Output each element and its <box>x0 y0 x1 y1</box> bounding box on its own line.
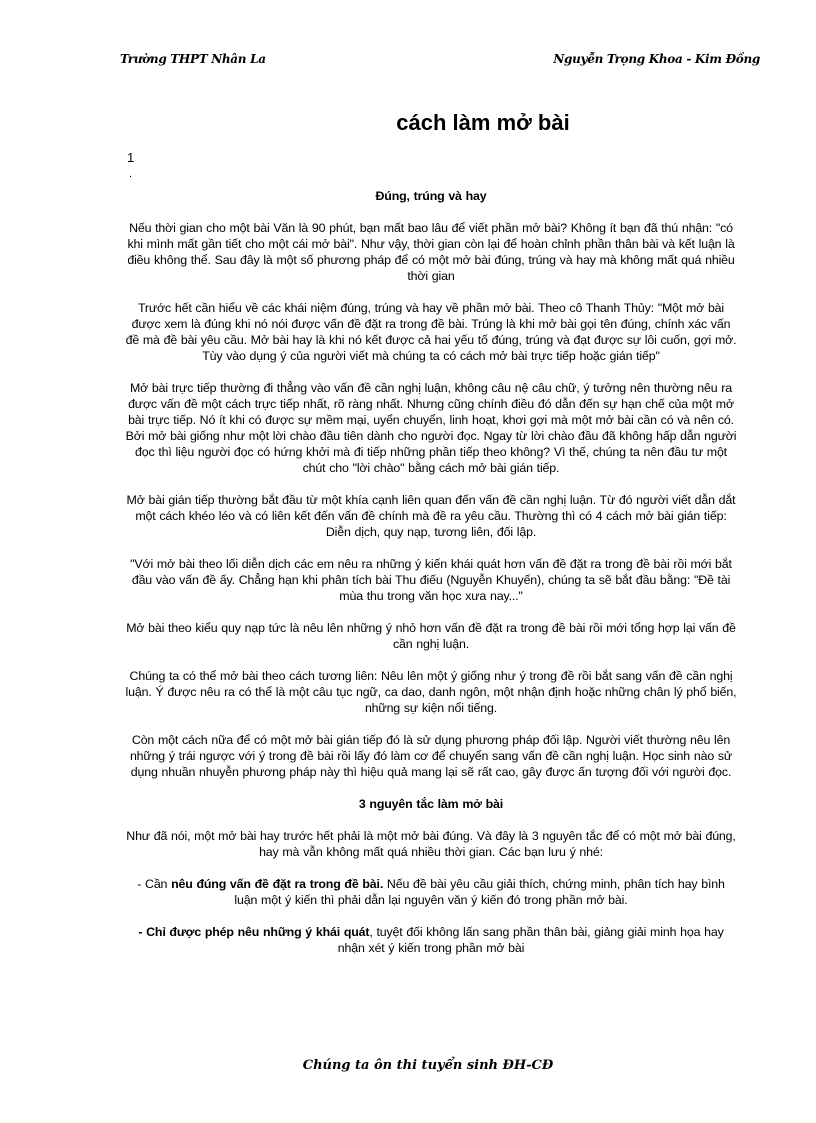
rule-two-text: , tuyệt đối không lấn sang phần thân bài, giảng giải minh họa hay nhận xét ý kiến trong phần mở bài <box>337 925 724 955</box>
rule-two-bold: - Chỉ được phép nêu những ý khái quát <box>138 925 370 939</box>
paragraph-intro: Nếu thời gian cho một bài Văn là 90 phút, bạn mất bao lâu để viết phần mở bài? Không ít bạn đã thú nhận: "có khi mình mất gần tiết cho một cái mở bài". Như vậy, thời gian còn lại để hoàn chỉnh phần thân bài và kết luận là điều không thể. Sau đây là một số phương pháp để có một mở bài đúng, trúng và hay mà không mất quá nhiều thời gian <box>127 221 735 283</box>
header-author: Nguyễn Trọng Khoa - Kim Đồng <box>553 52 760 66</box>
paragraph-correlative: Chúng ta có thể mở bài theo cách tương liên: Nêu lên một ý giống như ý trong đề rồi bắt sang vấn đề cần nghị luận. Ý được nêu ra có thể là một câu tục ngữ, ca dao, danh ngôn, một nhận định hoặc những chân lý phổ biến, những sự kiện nổi tiếng. <box>125 669 737 715</box>
paragraph-direct-opening: Mở bài trực tiếp thường đi thẳng vào vấn đề cần nghị luận, không câu nệ câu chữ, ý tưởng nên thường nêu ra được vấn đề một cách trực tiếp nhất, rõ ràng nhất. Nhưng cũng chính điều đó dẫn đến sự hạn chế của một mở bài trực tiếp. Nó ít khi có được sự mềm mại, uyển chuyển, linh hoạt, khơi gợi mà một mở bài cần có và nên có. Bởi mở bài giống như một lời chào đầu tiên dành cho người đọc. Ngay từ lời chào đầu đã không hấp dẫn người đọc thì liệu người đọc có hứng khởi mà đi tiếp những phần tiếp theo không? Vì thế, chúng ta nên đầu tư một chút cho "lời chào" bằng cách mở bài gián tiếp. <box>125 381 737 475</box>
paragraph-definitions: Trước hết cần hiểu về các khái niệm đúng, trúng và hay về phần mở bài. Theo cô Thanh Thủy: "Một mở bài được xem là đúng khi nó nói được vấn đề đặt ra trong đề bài. Trúng là khi mở bài gọi tên đúng, chính xác vấn đề mà đề bài yêu cầu. Mở bài hay là khi nó kết được cả hai yếu tố đúng, trúng và đạt được sự lôi cuốn, gợi mở. Tùy vào dụng ý của người viết mà chúng ta có cách mở bài trực tiếp hoặc gián tiếp" <box>125 301 737 363</box>
rule-one-prefix: - Cần <box>137 877 172 891</box>
page-number: 1 <box>127 150 135 165</box>
stray-dot: . <box>129 168 133 180</box>
paragraph-contrast: Còn một cách nữa để có một mở bài gián tiếp đó là sử dụng phương pháp đối lập. Người viết thường nêu lên những ý trái ngược với ý trong đề bài rồi lấy đó làm cơ để chuyển sang vấn đề cần nghị luận. Học sinh nào sử dụng nhuần nhuyễn phương pháp này thì hiệu quả mang lại sẽ rất cao, gây được ấn tượng đối với người đọc. <box>129 733 733 779</box>
paragraph-inductive: Mở bài theo kiểu quy nạp tức là nêu lên những ý nhỏ hơn vấn đề đặt ra trong đề bài rồi mới tổng hợp lại vấn đề cần nghị luận. <box>126 621 736 651</box>
document-title: cách làm mở bài <box>396 110 570 135</box>
section-heading-rules: 3 nguyên tắc làm mở bài <box>358 797 504 811</box>
header-school: Trường THPT Nhân La <box>120 52 266 66</box>
document-body <box>124 188 738 972</box>
rule-one-text: Nếu đề bài yêu cầu giải thích, chứng minh, phân tích hay bình luận một ý kiến thì phải dẫn lại nguyên văn ý kiến đó trong phần mở bài. <box>234 877 725 907</box>
rule-one <box>124 876 738 908</box>
paragraph-indirect-opening: Mở bài gián tiếp thường bắt đầu từ một khía cạnh liên quan đến vấn đề cần nghị luận. Từ đó người viết dẫn dắt một cách khéo léo và có liên kết đến vấn đề chính mà đề ra yêu cầu. Thường thì có 4 cách mở bài gián tiếp: Diễn dịch, quy nạp, tương liên, đối lập. <box>126 493 736 539</box>
rule-two <box>124 924 738 956</box>
section-heading-correct: Đúng, trúng và hay <box>375 189 487 203</box>
footer-text: Chúng ta ôn thi tuyển sinh ĐH-CĐ <box>302 1058 554 1073</box>
paragraph-deductive: "Với mở bài theo lối diễn dịch các em nêu ra những ý kiến khái quát hơn vấn đề đặt ra trong đề bài rồi mới bắt đầu vào vấn đề ấy. Chẳng hạn khi phân tích bài Thu điếu (Nguyễn Khuyến), chúng ta sẽ bắt đầu bằng: "Đề tài mùa thu trong văn học xưa nay..." <box>130 557 732 603</box>
paragraph-rules-intro: Như đã nói, một mở bài hay trước hết phải là một mở bài đúng. Và đây là 3 nguyên tắc để có một mở bài đúng, hay mà vẫn không mất quá nhiều thời gian. Các bạn lưu ý nhé: <box>126 829 736 859</box>
rule-one-bold: nêu đúng vấn đề đặt ra trong đề bài. <box>171 877 384 891</box>
